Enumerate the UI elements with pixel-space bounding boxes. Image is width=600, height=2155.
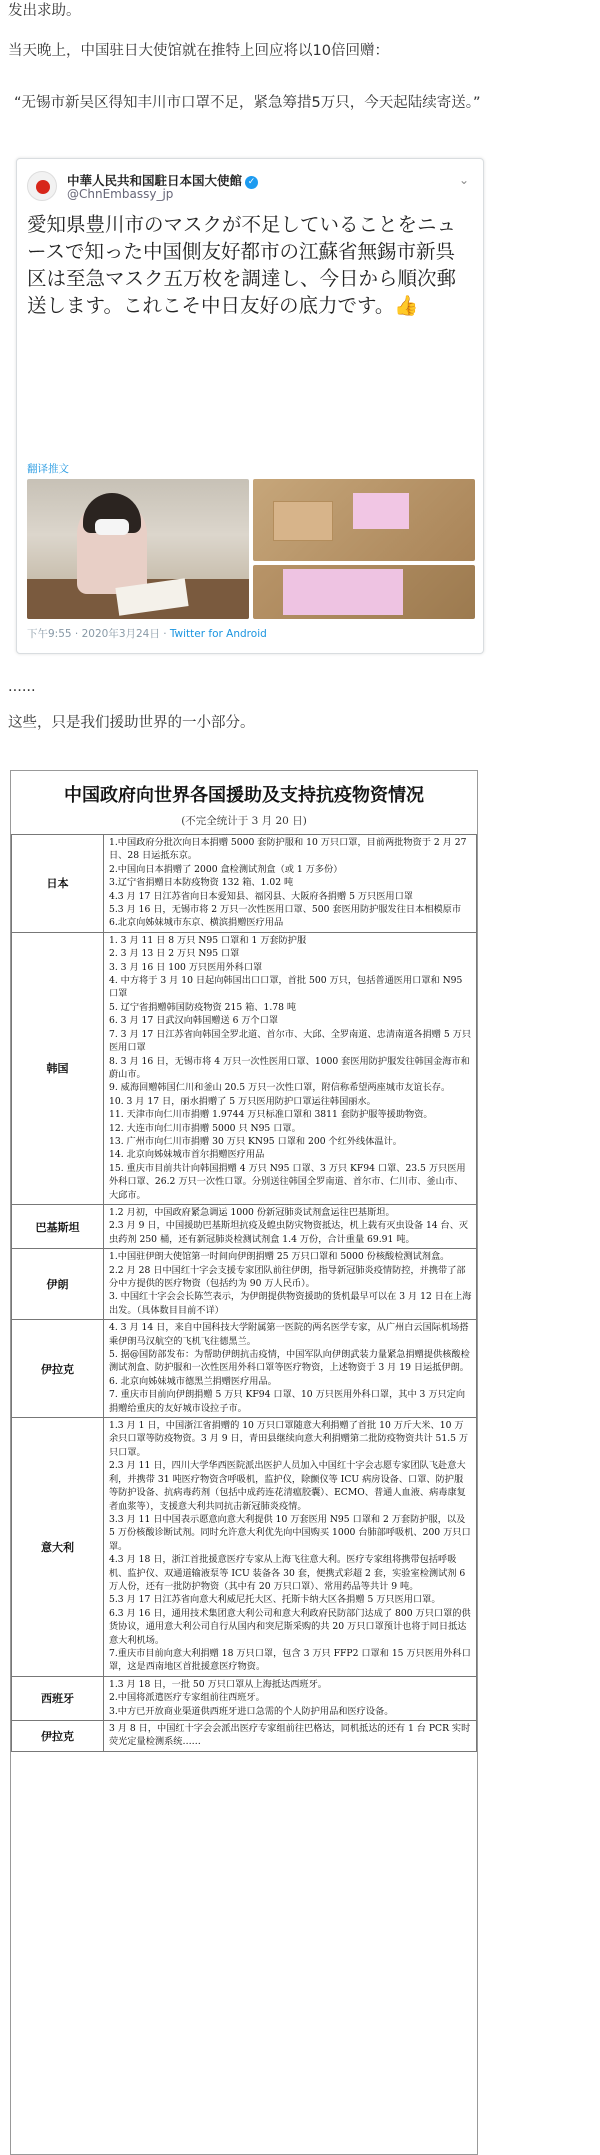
country-cell: 伊拉克: [12, 1320, 104, 1418]
aid-item: 14. 北京向姊妹城市首尔捐赠医疗用品: [109, 1149, 265, 1161]
table-title: 中国政府向世界各国援助及支持抗疫物资情况: [64, 785, 424, 806]
table-row: [12, 1249, 477, 1320]
aid-item: 2.2 月 28 日中国红十字会支援专家团队前往伊朗，指导新冠肺炎疫情防控，并携带了部分中方提供的医疗物资（包括约为 90 万人民币）。: [109, 1264, 466, 1289]
intro-quote: “无锡市新吴区得知丰川市口罩不足，紧急筹措5万只，今天起陆续寄送。”: [14, 95, 481, 111]
aid-item: 10. 3 月 17 日，丽水捐赠了 5 万只医用防护口罩运往韩国丽水。: [109, 1095, 376, 1107]
aid-item: 6. 3 月 17 日武汉向韩国赠送 6 万个口罩: [109, 1015, 279, 1027]
aid-items-cell: [104, 1676, 477, 1720]
aid-item: 4. 中方将于 3 月 10 日起向韩国出口口罩，首批 500 万只，包括普通医用口罩和 N95 口罩: [109, 975, 463, 1000]
table-row: [12, 1320, 477, 1418]
aid-item: 1.中国政府分批次向日本捐赠 5000 套防护服和 10 万只口罩，目前两批物资于 2 月 27 日、28 日运抵东京。: [109, 837, 467, 862]
country-cell: 韩国: [12, 932, 104, 1204]
table-note: (不完全统计于 3 月 20 日): [181, 815, 307, 827]
aid-items-cell: [104, 1204, 477, 1248]
aid-item: 8. 3 月 16 日，无锡市将 4 万只一次性医用口罩、1000 套医用防护服发往韩国金海市和蔚山市。: [109, 1055, 470, 1080]
table-row: [12, 932, 477, 1204]
aid-item: 6. 北京向姊妹城市德黑兰捐赠医疗用品。: [109, 1375, 277, 1387]
aid-item: 1.3 月 18 日，一批 50 万只口罩从上海抵达西班牙。: [109, 1678, 327, 1690]
aid-item: 7. 3 月 17 日江苏省向韩国全罗北道、首尔市、大邱、全罗南道、忠清南道各捐赠 5 万只医用口罩: [109, 1028, 472, 1054]
aid-item: 2.3 月 11 日，四川大学华西医院派出医护人员加入中国红十字会志愿专家团队飞赴意大利，并携带 31 吨医疗物资含呼吸机，监护仪，除颤仪等 ICU 病房设备、口罩、防护服等防护设备、抗病毒药剂（包括中成药连花清瘟胶囊）、ECMO、普通人血液、病毒康复者血浆等），支援意大利共同抗击新冠肺炎疫情。: [109, 1460, 466, 1512]
table-row: [12, 835, 477, 933]
table-row: [12, 1676, 477, 1720]
aid-item: 13. 广州市向仁川市捐赠 30 万只 KN95 口罩和 200 个红外线体温计。: [109, 1135, 402, 1147]
aid-item: 7. 重庆市目前向伊朗捐赠 5 万只 KF94 口罩、10 万只医用外科口罩，其中 3 万只定向捐赠给重庆的友好城市设拉子市。: [109, 1389, 466, 1414]
photo-box-label[interactable]: [253, 565, 475, 619]
aid-item: 2.中国向日本捐赠了 2000 盒检测试剂盒（或 1 万多份）: [109, 863, 343, 875]
aid-item: 4. 3 月 14 日，来自中国科技大学附属第一医院的两名医学专家，从广州白云国际机场搭乘伊朗马汉航空的飞机飞往德黑兰。: [109, 1322, 469, 1347]
aid-items-cell: [104, 835, 477, 933]
summary-text: 这些，只是我们援助世界的一小部分。: [8, 715, 255, 731]
aid-item: 4.3 月 18 日，浙江首批援意医疗专家从上海飞往意大利。医疗专家组将携带包括呼吸机、监护仪、双通道输液泵等 ICU 装备各 30 套，便携式彩超 2 套，实验室检测试剂 6 万人份，还有一批防护物资（其中有 20 万只口罩）、常用药品等共计 9 吨。: [109, 1554, 466, 1592]
intro-line-2: 当天晚上，中国驻日大使馆就在推特上回应将以10倍回赠：: [8, 43, 389, 59]
tweet-handle[interactable]: @ChnEmbassy_jp: [67, 187, 174, 201]
tweet-source-link[interactable]: Twitter for Android: [169, 628, 267, 640]
aid-item: 3.中方已开放商业渠道供西班牙进口急需的个人防护用品和医疗设备。: [109, 1705, 394, 1717]
aid-table: [11, 834, 477, 1752]
intro-line-1: 发出求助。: [8, 3, 81, 19]
country-cell: 意大利: [12, 1418, 104, 1677]
aid-item: 5.3 月 16 日，无锡市将 2 万只一次性医用口罩、500 套医用防护服发往日本相模原市: [109, 904, 462, 916]
aid-item: 3.辽宁省捐赠日本防疫物资 132 箱、1.02 吨: [109, 877, 294, 889]
aid-item: 3. 中国红十字会会长陈竺表示，为伊朗提供物资援助的货机最早可以在 3 月 12 日在上海出发。（具体数目目前不详）: [109, 1291, 472, 1316]
aid-item: 3 月 8 日，中国红十字会会派出医疗专家组前往巴格达，同机抵达的还有 1 台 PCR 实时荧光定量检测系统……: [109, 1723, 471, 1748]
photo-woman-writing-address[interactable]: [27, 479, 249, 619]
aid-item: 12. 大连市向仁川市捐赠 5000 只 N95 口罩。: [109, 1122, 301, 1134]
country-cell: 巴基斯坦: [12, 1204, 104, 1248]
table-row: [12, 1418, 477, 1677]
translate-tweet-link[interactable]: 翻译推文: [27, 463, 69, 475]
country-cell: 西班牙: [12, 1676, 104, 1720]
chevron-down-icon[interactable]: ⌄: [458, 173, 469, 187]
aid-items-cell: [104, 1249, 477, 1320]
tweet-account-name[interactable]: 中華人民共和国駐日本国大使館 ✓: [67, 171, 258, 189]
photo-mask-boxes[interactable]: [253, 479, 475, 561]
aid-item: 5.3 月 17 日江苏省向意大利威尼托大区、托斯卡纳大区各捐赠 5 万只医用口罩。: [109, 1594, 441, 1606]
embedded-tweet-card[interactable]: [16, 158, 484, 654]
tweet-photo-grid[interactable]: [27, 479, 475, 619]
tweet-timestamp[interactable]: 下午9:55 · 2020年3月24日 ·: [27, 628, 170, 640]
table-row: [12, 1721, 477, 1752]
aid-item: 11. 天津市向仁川市捐赠 1.9744 万只标准口罩和 3811 套防护服等援助物资。: [109, 1109, 433, 1121]
aid-item: 1.2 月初，中国政府紧急调运 1000 份新冠肺炎试剂盒运往巴基斯坦。: [109, 1206, 395, 1218]
aid-item: 15. 重庆市目前共计向韩国捐赠 4 万只 N95 口罩、3 万只 KF94 口罩、23.5 万只医用外科口罩、26.2 万只一次性口罩。分别送往韩国全罗南道、首尔市、仁川市、釜山市、大邱市。: [109, 1162, 466, 1201]
aid-item: 9. 威海回赠韩国仁川和釜山 20.5 万只一次性口罩，附信称希望两座城市友谊长存。: [109, 1082, 451, 1094]
aid-item: 6.3 月 16 日，通用技术集团意大利公司和意大利政府民防部门达成了 800 万只口罩的供货协议，通用意大利公司自行从国内和突尼斯采购的共 20 万只口罩预计也将于同日抵达意大利机场。: [109, 1607, 471, 1646]
aid-item: 6.北京向姊妹城市东京、横滨捐赠医疗用品: [109, 917, 284, 929]
tweet-text: 愛知県豊川市のマスクが不足していることをニュースで知った中国側友好都市の江蘇省無錫市新呉区は至急マスク五万枚を調達し、今日から順次郵送します。これこそ中日友好の底力です。👍: [27, 213, 457, 317]
tweet-header: [27, 169, 473, 203]
country-cell: 伊拉克: [12, 1721, 104, 1752]
aid-item: 7.重庆市目前向意大利捐赠 18 万只口罩，包含 3 万只 FFP2 口罩和 15 万只医用外科口罩，这是西南地区首批援意医疗物资。: [109, 1647, 471, 1673]
aid-item: 4.3 月 17 日江苏省向日本爱知县、福冈县、大阪府各捐赠 5 万只医用口罩: [109, 890, 413, 902]
ellipsis-text: ......: [8, 679, 36, 695]
aid-item: 3. 3 月 16 日 100 万只医用外科口罩: [109, 961, 263, 973]
aid-item: 5. 据@国防部发布：为帮助伊朗抗击疫情，中国军队向伊朗武装力量紧急捐赠提供核酸检测试剂盒、防护服和一次性医用外科口罩等医疗物资，上述物资于 3 月 19 日运抵伊朗。: [109, 1349, 470, 1374]
aid-item: 1.中国驻伊朗大使馆第一时间向伊朗捐赠 25 万只口罩和 5000 份核酸检测试剂盒。: [109, 1251, 450, 1263]
aid-items-cell: [104, 1418, 477, 1677]
country-cell: 伊朗: [12, 1249, 104, 1320]
aid-table-image: [10, 770, 478, 2155]
aid-items-cell: [104, 932, 477, 1204]
tweet-footer: [27, 626, 267, 641]
country-cell: 日本: [12, 835, 104, 933]
aid-item: 1.3 月 1 日，中国浙江省捐赠的 10 万只口罩随意大利捐赠了首批 10 万斤大米、10 万余只口罩等防疫物资。3 月 9 日，青田县继续向意大利捐赠第二批防疫物资共计 51.5 万只口罩。: [109, 1420, 469, 1458]
verified-badge-icon: ✓: [245, 176, 258, 189]
aid-item: 2. 3 月 13 日 2 万只 N95 口罩: [109, 948, 240, 960]
aid-item: 1. 3 月 11 日 8 万只 N95 口罩和 1 万套防护服: [109, 934, 307, 946]
table-row: [12, 1204, 477, 1248]
aid-item: 5. 辽宁省捐赠韩国防疫物资 215 箱、1.78 吨: [109, 1001, 297, 1013]
embassy-emblem-avatar[interactable]: [27, 171, 57, 201]
aid-item: 2.3 月 9 日，中国援助巴基斯坦抗疫及蝗虫防灾物资抵达，机上载有灭虫设备 14 台、灭虫药剂 250 桶，还有新冠肺炎检测试剂盒 1.4 万份，合计重量 69.91 吨。: [109, 1220, 469, 1245]
aid-item: 3.3 月 11 日中国表示愿意向意大利提供 10 万套医用 N95 口罩和 2 万套防护服，以及 5 万份核酸诊断试剂。同时允许意大利优先向中国购买 1000 台肺部呼吸机、200 万只口罩。: [109, 1513, 471, 1552]
aid-items-cell: [104, 1721, 477, 1752]
aid-item: 2.中国将派遣医疗专家组前往西班牙。: [109, 1692, 265, 1704]
aid-items-cell: [104, 1320, 477, 1418]
